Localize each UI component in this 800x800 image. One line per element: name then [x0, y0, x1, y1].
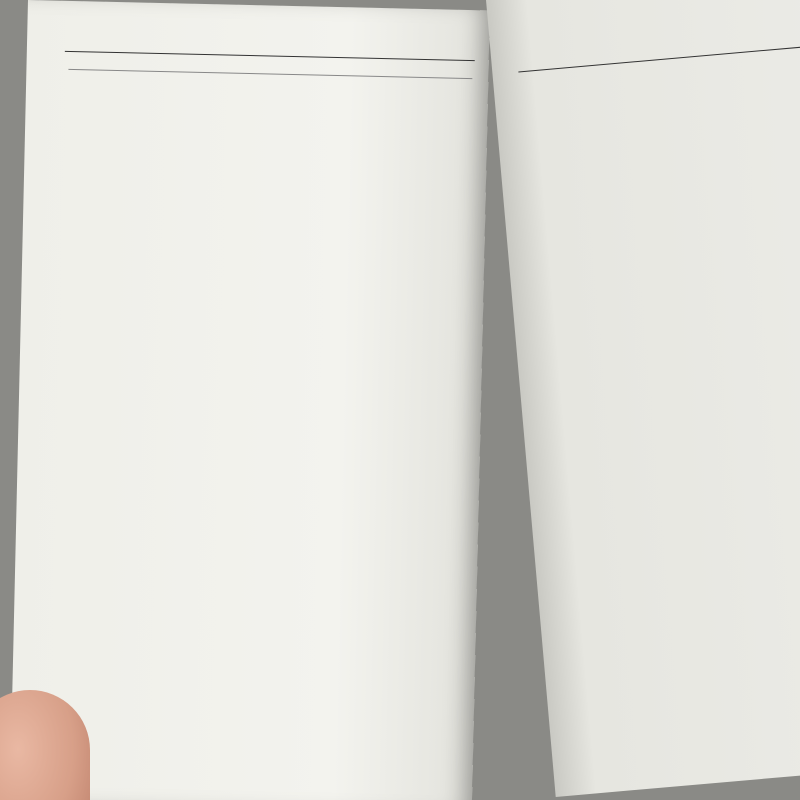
toc-section-v-list: [522, 59, 800, 87]
toc-section-b-list: [68, 84, 472, 93]
section-trig-title: [523, 71, 800, 99]
toc-right: [521, 55, 800, 99]
toc-top-list: [69, 53, 473, 62]
toc-section-trig-list: [523, 71, 800, 99]
section-b-title: [68, 69, 472, 83]
left-page: [10, 0, 490, 800]
right-page: [486, 0, 800, 797]
